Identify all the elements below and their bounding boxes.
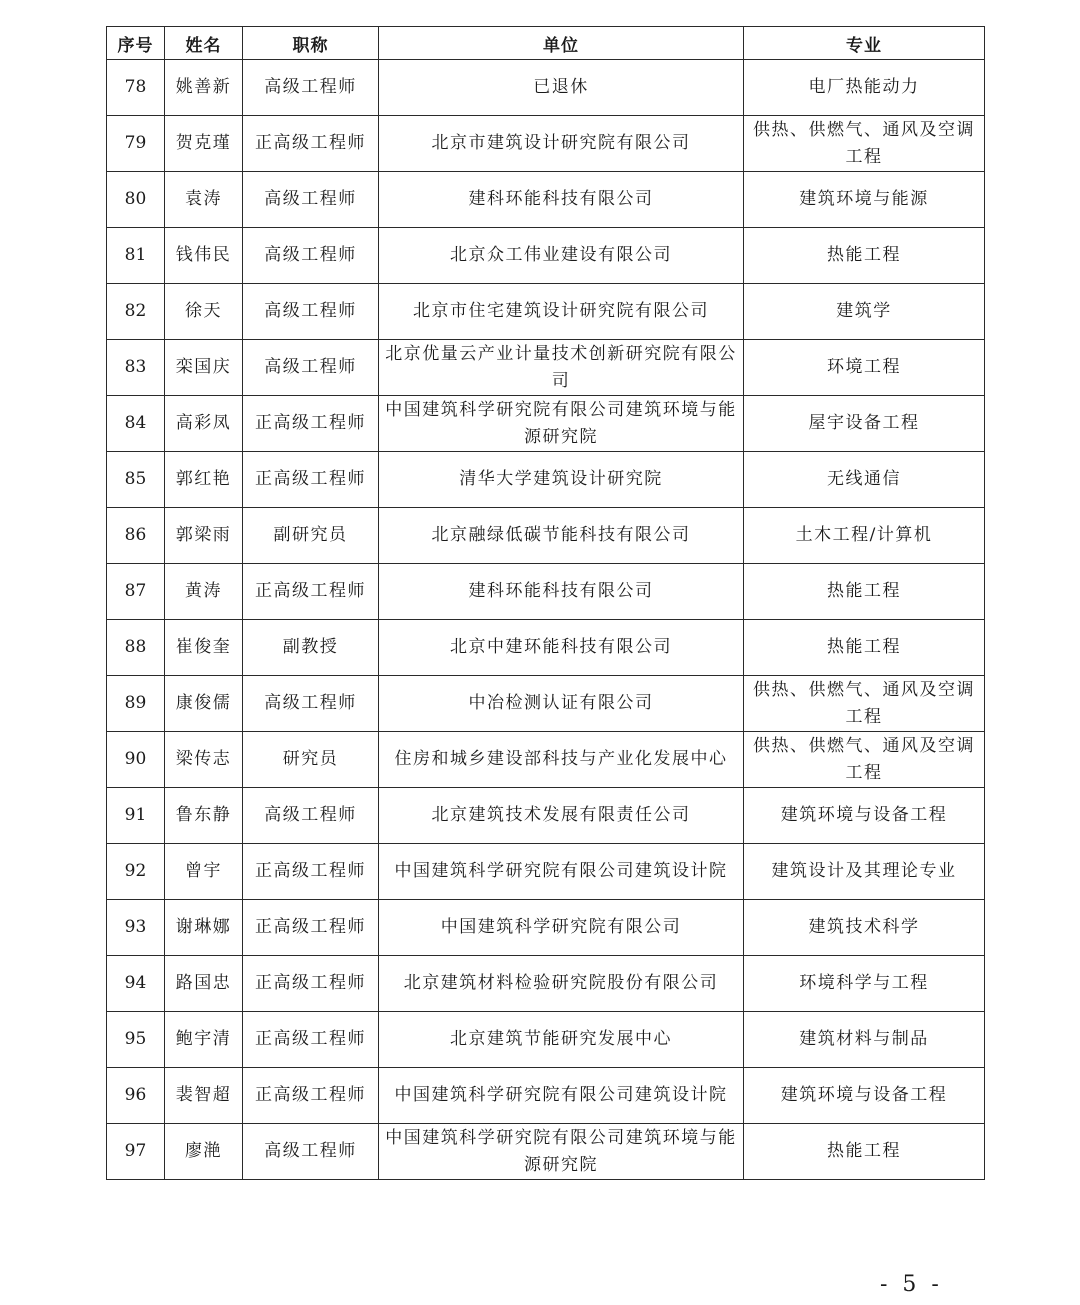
table-row (107, 60, 985, 116)
table-row (107, 1124, 985, 1180)
cell-specialty: 环境工程 (744, 340, 985, 396)
cell-organization: 北京市建筑设计研究院有限公司 (379, 116, 744, 172)
cell-serial-number: 88 (107, 620, 165, 676)
cell-professional-title: 高级工程师 (243, 1124, 379, 1180)
cell-serial-number: 86 (107, 508, 165, 564)
header-professional-title: 职称 (243, 27, 379, 60)
cell-serial-number: 84 (107, 396, 165, 452)
cell-specialty: 建筑环境与能源 (744, 172, 985, 228)
cell-organization: 北京建筑技术发展有限责任公司 (379, 788, 744, 844)
cell-specialty: 建筑设计及其理论专业 (744, 844, 985, 900)
cell-professional-title: 副教授 (243, 620, 379, 676)
cell-serial-number: 92 (107, 844, 165, 900)
table-row (107, 676, 985, 732)
expert-roster-table (106, 26, 985, 1180)
cell-organization: 北京融绿低碳节能科技有限公司 (379, 508, 744, 564)
cell-specialty: 土木工程/计算机 (744, 508, 985, 564)
cell-organization: 北京市住宅建筑设计研究院有限公司 (379, 284, 744, 340)
table-body (107, 60, 985, 1180)
cell-specialty: 热能工程 (744, 620, 985, 676)
cell-serial-number: 82 (107, 284, 165, 340)
table-row (107, 452, 985, 508)
cell-name: 贺克瑾 (165, 116, 243, 172)
table-row (107, 284, 985, 340)
cell-professional-title: 正高级工程师 (243, 116, 379, 172)
cell-serial-number: 96 (107, 1068, 165, 1124)
cell-professional-title: 正高级工程师 (243, 452, 379, 508)
cell-serial-number: 78 (107, 60, 165, 116)
cell-professional-title: 正高级工程师 (243, 1012, 379, 1068)
table-header-row (107, 27, 985, 60)
cell-professional-title: 高级工程师 (243, 228, 379, 284)
table-row (107, 340, 985, 396)
cell-name: 郭梁雨 (165, 508, 243, 564)
cell-organization: 北京众工伟业建设有限公司 (379, 228, 744, 284)
cell-organization: 北京建筑节能研究发展中心 (379, 1012, 744, 1068)
cell-serial-number: 97 (107, 1124, 165, 1180)
cell-name: 黄涛 (165, 564, 243, 620)
cell-professional-title: 正高级工程师 (243, 396, 379, 452)
cell-specialty: 建筑学 (744, 284, 985, 340)
cell-professional-title: 正高级工程师 (243, 900, 379, 956)
cell-professional-title: 高级工程师 (243, 172, 379, 228)
table-row (107, 900, 985, 956)
table-row (107, 788, 985, 844)
cell-specialty: 建筑环境与设备工程 (744, 788, 985, 844)
cell-specialty: 供热、供燃气、通风及空调工程 (744, 116, 985, 172)
cell-specialty: 热能工程 (744, 228, 985, 284)
cell-name: 郭红艳 (165, 452, 243, 508)
cell-name: 廖滟 (165, 1124, 243, 1180)
cell-name: 路国忠 (165, 956, 243, 1012)
cell-name: 姚善新 (165, 60, 243, 116)
cell-name: 高彩凤 (165, 396, 243, 452)
cell-name: 栾国庆 (165, 340, 243, 396)
cell-name: 曾宇 (165, 844, 243, 900)
header-specialty: 专业 (744, 27, 985, 60)
header-name: 姓名 (165, 27, 243, 60)
cell-serial-number: 95 (107, 1012, 165, 1068)
cell-serial-number: 93 (107, 900, 165, 956)
cell-organization: 已退休 (379, 60, 744, 116)
cell-name: 鲍宇清 (165, 1012, 243, 1068)
cell-serial-number: 83 (107, 340, 165, 396)
header-organization: 单位 (379, 27, 744, 60)
cell-professional-title: 正高级工程师 (243, 844, 379, 900)
cell-specialty: 建筑材料与制品 (744, 1012, 985, 1068)
table-row (107, 508, 985, 564)
table-row (107, 228, 985, 284)
cell-organization: 清华大学建筑设计研究院 (379, 452, 744, 508)
cell-name: 梁传志 (165, 732, 243, 788)
header-serial-number: 序号 (107, 27, 165, 60)
cell-specialty: 供热、供燃气、通风及空调工程 (744, 676, 985, 732)
cell-serial-number: 91 (107, 788, 165, 844)
cell-serial-number: 87 (107, 564, 165, 620)
table-row (107, 956, 985, 1012)
cell-serial-number: 81 (107, 228, 165, 284)
cell-serial-number: 90 (107, 732, 165, 788)
cell-name: 谢琳娜 (165, 900, 243, 956)
cell-organization: 中国建筑科学研究院有限公司建筑设计院 (379, 1068, 744, 1124)
table-row (107, 564, 985, 620)
table-row (107, 732, 985, 788)
cell-name: 袁涛 (165, 172, 243, 228)
cell-specialty: 环境科学与工程 (744, 956, 985, 1012)
cell-name: 徐天 (165, 284, 243, 340)
cell-name: 崔俊奎 (165, 620, 243, 676)
table-row (107, 116, 985, 172)
cell-organization: 中国建筑科学研究院有限公司建筑环境与能源研究院 (379, 396, 744, 452)
cell-specialty: 电厂热能动力 (744, 60, 985, 116)
cell-professional-title: 高级工程师 (243, 340, 379, 396)
cell-name: 裴智超 (165, 1068, 243, 1124)
table-row (107, 396, 985, 452)
table-row (107, 1012, 985, 1068)
cell-organization: 北京建筑材料检验研究院股份有限公司 (379, 956, 744, 1012)
cell-serial-number: 89 (107, 676, 165, 732)
cell-professional-title: 高级工程师 (243, 60, 379, 116)
table-row (107, 172, 985, 228)
cell-organization: 建科环能科技有限公司 (379, 564, 744, 620)
table-row (107, 620, 985, 676)
table-row (107, 844, 985, 900)
cell-specialty: 建筑环境与设备工程 (744, 1068, 985, 1124)
cell-specialty: 无线通信 (744, 452, 985, 508)
cell-serial-number: 80 (107, 172, 165, 228)
cell-professional-title: 副研究员 (243, 508, 379, 564)
cell-organization: 北京中建环能科技有限公司 (379, 620, 744, 676)
table-row (107, 1068, 985, 1124)
cell-organization: 中国建筑科学研究院有限公司 (379, 900, 744, 956)
cell-specialty: 热能工程 (744, 1124, 985, 1180)
cell-professional-title: 高级工程师 (243, 284, 379, 340)
cell-organization: 中国建筑科学研究院有限公司建筑环境与能源研究院 (379, 1124, 744, 1180)
cell-organization: 建科环能科技有限公司 (379, 172, 744, 228)
cell-specialty: 屋宇设备工程 (744, 396, 985, 452)
cell-professional-title: 正高级工程师 (243, 564, 379, 620)
cell-specialty: 供热、供燃气、通风及空调工程 (744, 732, 985, 788)
cell-serial-number: 94 (107, 956, 165, 1012)
cell-professional-title: 正高级工程师 (243, 956, 379, 1012)
cell-organization: 住房和城乡建设部科技与产业化发展中心 (379, 732, 744, 788)
page-number: - 5 - (880, 1272, 943, 1297)
cell-serial-number: 79 (107, 116, 165, 172)
cell-specialty: 建筑技术科学 (744, 900, 985, 956)
cell-professional-title: 研究员 (243, 732, 379, 788)
cell-name: 鲁东静 (165, 788, 243, 844)
cell-professional-title: 高级工程师 (243, 676, 379, 732)
cell-professional-title: 正高级工程师 (243, 1068, 379, 1124)
cell-name: 康俊儒 (165, 676, 243, 732)
cell-organization: 北京优量云产业计量技术创新研究院有限公司 (379, 340, 744, 396)
cell-organization: 中国建筑科学研究院有限公司建筑设计院 (379, 844, 744, 900)
cell-professional-title: 高级工程师 (243, 788, 379, 844)
cell-name: 钱伟民 (165, 228, 243, 284)
cell-organization: 中冶检测认证有限公司 (379, 676, 744, 732)
cell-specialty: 热能工程 (744, 564, 985, 620)
cell-serial-number: 85 (107, 452, 165, 508)
